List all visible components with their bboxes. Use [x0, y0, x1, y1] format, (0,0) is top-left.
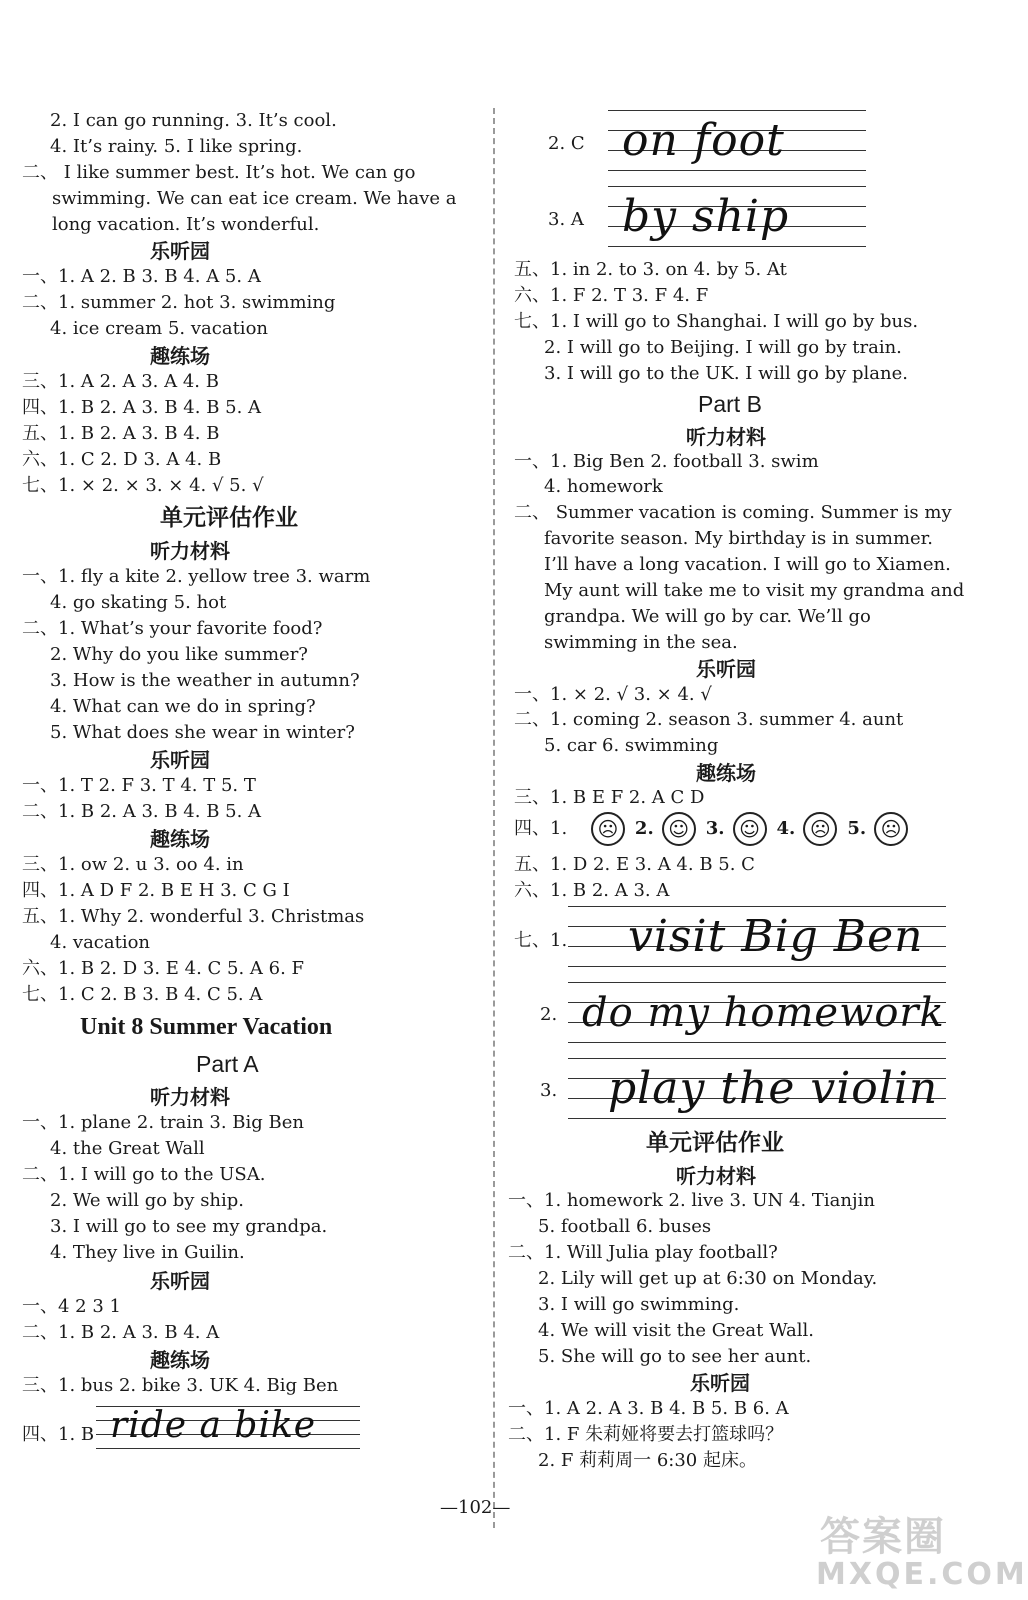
answer-line: 五、1. Why 2. wonderful 3. Christmas — [22, 906, 365, 927]
answer-line: swimming. We can eat ice cream. We have a — [52, 188, 457, 209]
answer-line: 六、1. B 2. D 3. E 4. C 5. A 6. F — [22, 958, 305, 979]
answer-line: 四、1. B 2. A 3. B 4. B 5. A — [22, 397, 262, 418]
answer-line: 五、1. D 2. E 3. A 4. B 5. C — [514, 854, 755, 875]
answer-line: 5. car 6. swimming — [544, 735, 719, 756]
answer-line: My aunt will take me to visit my grandma and — [544, 580, 965, 601]
answer-line: 三、1. A 2. A 3. A 4. B — [22, 371, 219, 392]
answer-line: 二、 Summer vacation is coming. Summer is my — [514, 502, 952, 523]
answer-line: 二、1. Will Julia play football? — [508, 1242, 778, 1263]
watermark-url: MXQE.COM — [816, 1557, 1028, 1592]
face-number: 3. — [705, 818, 725, 839]
answer-line: 一、1. Big Ben 2. football 3. swim — [514, 451, 819, 472]
answer-line: 二、1. coming 2. season 3. summer 4. aunt — [514, 709, 904, 730]
answer-line: 4. It’s rainy. 5. I like spring. — [50, 136, 303, 157]
smiley-face-icon: ☺ — [733, 812, 767, 846]
answer-line: 一、4 2 3 1 — [22, 1296, 121, 1317]
answer-line: 二、1. B 2. A 3. B 4. A — [22, 1322, 220, 1343]
answer-line: 3. How is the weather in autumn? — [50, 670, 360, 691]
sad-face-icon: ☹ — [874, 812, 908, 846]
face-item — [583, 818, 625, 839]
watermark-text: 答案圈 — [820, 1514, 946, 1560]
answer-line: 二、1. I will go to the USA. — [22, 1164, 266, 1185]
part-heading: Part B — [698, 391, 762, 417]
answer-line: 2. I can go running. 3. It’s cool. — [50, 110, 337, 131]
answer-line: 5. She will go to see her aunt. — [538, 1346, 812, 1367]
handwriting-do-my-homework — [568, 982, 946, 1044]
section-heading: 单元评估作业 — [646, 1130, 784, 1156]
handwriting-text: visit Big Ben — [628, 911, 924, 962]
answer-line: 一、1. plane 2. train 3. Big Ben — [22, 1112, 305, 1133]
answer-line: grandpa. We will go by car. We’ll go — [544, 606, 871, 627]
answer-line: 七、1. — [514, 930, 568, 951]
answer-line: 3. A — [548, 209, 584, 230]
answer-line: 3. I will go swimming. — [538, 1294, 740, 1315]
handwriting-text: play the violin — [608, 1063, 939, 1114]
answer-line: favorite season. My birthday is in summer. — [544, 528, 934, 549]
handwriting-text: ride a bike — [110, 1405, 317, 1446]
face-number: 2. — [634, 818, 654, 839]
watermark-logo — [812, 1505, 1028, 1595]
handwriting-text: by ship — [622, 191, 790, 242]
answer-line: 4. homework — [544, 476, 663, 497]
answer-line: long vacation. It’s wonderful. — [52, 214, 320, 235]
answer-line: 4. go skating 5. hot — [50, 592, 227, 613]
section-heading: 趣练场 — [696, 761, 756, 785]
section-heading: 乐听园 — [690, 1371, 750, 1395]
section-heading: 单元评估作业 — [160, 505, 298, 531]
answer-line: I’ll have a long vacation. I will go to Xiamen. — [544, 554, 951, 575]
answer-line: 二、1. summer 2. hot 3. swimming — [22, 292, 336, 313]
faces-row-label: 四、1. — [514, 818, 568, 839]
part-heading: Part A — [196, 1051, 259, 1077]
answer-line: 一、1. T 2. F 3. T 4. T 5. T — [22, 775, 256, 796]
answer-line: 七、1. I will go to Shanghai. I will go by bus. — [514, 311, 919, 332]
section-heading: 乐听园 — [150, 239, 210, 263]
answer-line: 5. football 6. buses — [538, 1216, 712, 1237]
unit-title: Unit 8 Summer Vacation — [80, 1014, 333, 1040]
column-divider — [493, 108, 495, 1528]
answer-line: 四、1. B — [22, 1424, 95, 1445]
handwriting-visit-big-ben — [568, 906, 946, 968]
sad-face-icon: ☹ — [591, 812, 625, 846]
section-heading: 趣练场 — [150, 1348, 210, 1372]
answer-line: 一、1. A 2. A 3. B 4. B 5. B 6. A — [508, 1398, 789, 1419]
face-number: 4. — [776, 818, 796, 839]
answer-line: 三、1. ow 2. u 3. oo 4. in — [22, 854, 244, 875]
answer-line: 七、1. × 2. × 3. × 4. √ 5. √ — [22, 475, 264, 496]
answer-line: 二、1. F 朱莉娅将要去打篮球吗？ — [508, 1424, 784, 1445]
handwriting-by-ship — [608, 186, 866, 248]
answer-line: 五、1. B 2. A 3. B 4. B — [22, 423, 220, 444]
answer-line: 五、1. in 2. to 3. on 4. by 5. At — [514, 259, 787, 280]
answer-line: 一、1. × 2. √ 3. × 4. √ — [514, 684, 712, 705]
section-heading: 听力材料 — [150, 539, 230, 563]
answer-line: 一、1. fly a kite 2. yellow tree 3. warm — [22, 566, 371, 587]
face-item — [847, 818, 908, 839]
answer-line: 4. They live in Guilin. — [50, 1242, 245, 1263]
section-heading: 趣练场 — [150, 827, 210, 851]
answer-line: 2. I will go to Beijing. I will go by train. — [544, 337, 902, 358]
answer-line: 2. Why do you like summer? — [50, 644, 308, 665]
page-number: —102— — [440, 1497, 511, 1518]
face-item — [777, 818, 838, 839]
section-heading: 听力材料 — [150, 1085, 230, 1109]
answer-line: 六、1. F 2. T 3. F 4. F — [514, 285, 709, 306]
faces-row — [514, 812, 908, 846]
answer-line: 3. I will go to see my grandpa. — [50, 1216, 328, 1237]
section-heading: 乐听园 — [150, 1269, 210, 1293]
answer-line: 二、 I like summer best. It’s hot. We can go — [22, 162, 416, 183]
handwriting-text: do my homework — [582, 990, 945, 1036]
answer-line: 2. Lily will get up at 6:30 on Monday. — [538, 1268, 878, 1289]
answer-line: 4. We will visit the Great Wall. — [538, 1320, 815, 1341]
answer-line: swimming in the sea. — [544, 632, 738, 653]
section-heading: 听力材料 — [676, 1164, 756, 1188]
handwriting-on-foot — [608, 110, 866, 172]
answer-line: 3. — [540, 1080, 558, 1101]
sad-face-icon: ☹ — [803, 812, 837, 846]
section-heading: 乐听园 — [696, 657, 756, 681]
answer-line: 4. What can we do in spring? — [50, 696, 316, 717]
answer-line: 四、1. A D F 2. B E H 3. C G I — [22, 880, 290, 901]
section-heading: 乐听园 — [150, 748, 210, 772]
handwriting-text: on foot — [622, 115, 785, 166]
handwriting-play-the-violin — [568, 1058, 946, 1120]
answer-line: 七、1. C 2. B 3. B 4. C 5. A — [22, 984, 263, 1005]
section-heading: 趣练场 — [150, 344, 210, 368]
answer-line: 六、1. C 2. D 3. A 4. B — [22, 449, 222, 470]
answer-line: 2. — [540, 1004, 558, 1025]
answer-line: 二、1. What’s your favorite food? — [22, 618, 323, 639]
answer-line: 4. ice cream 5. vacation — [50, 318, 268, 339]
answer-line: 二、1. B 2. A 3. B 4. B 5. A — [22, 801, 262, 822]
answer-line: 一、1. A 2. B 3. B 4. A 5. A — [22, 266, 261, 287]
answer-line: 2. We will go by ship. — [50, 1190, 245, 1211]
answer-line: 2. F 莉莉周一 6:30 起床。 — [538, 1450, 757, 1471]
answer-line: 一、1. homework 2. live 3. UN 4. Tianjin — [508, 1190, 875, 1211]
smiley-face-icon: ☺ — [662, 812, 696, 846]
answer-line: 4. the Great Wall — [50, 1138, 205, 1159]
answer-line: 4. vacation — [50, 932, 151, 953]
answer-line: 六、1. B 2. A 3. A — [514, 880, 670, 901]
answer-line: 3. I will go to the UK. I will go by plane. — [544, 363, 908, 384]
face-number: 5. — [847, 818, 867, 839]
answer-line: 三、1. B E F 2. A C D — [514, 787, 705, 808]
handwriting-ride-a-bike — [96, 1402, 360, 1450]
answer-line: 2. C — [548, 133, 585, 154]
answer-line: 5. What does she wear in winter? — [50, 722, 355, 743]
section-heading: 听力材料 — [686, 425, 766, 449]
face-item — [635, 818, 696, 839]
answer-line: 三、1. bus 2. bike 3. UK 4. Big Ben — [22, 1375, 339, 1396]
face-item — [706, 818, 767, 839]
